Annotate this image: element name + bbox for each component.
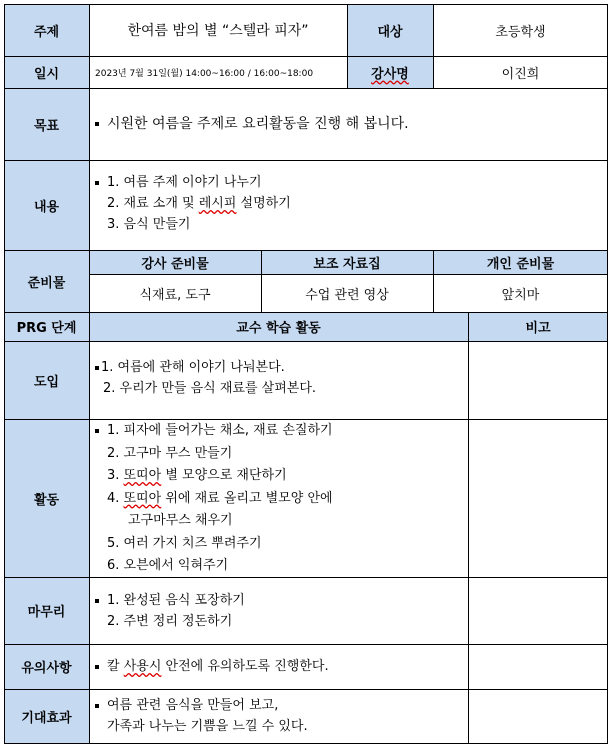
row-divider bbox=[4, 419, 608, 420]
content-list bbox=[89, 172, 608, 242]
column-divider bbox=[433, 4, 434, 88]
column-divider bbox=[468, 312, 469, 744]
table-border bbox=[4, 4, 5, 744]
stage-closing: 마무리 bbox=[4, 577, 89, 644]
support-materials-value: 수업 관련 영상 bbox=[305, 287, 389, 303]
content-line: 3. 음식 만들기 bbox=[107, 217, 191, 232]
row-divider bbox=[4, 312, 608, 313]
activity-line: 4. 또띠아 위에 재료 올리고 별모양 안에 bbox=[107, 490, 333, 506]
activity-line: 2. 고구마 무스 만들기 bbox=[107, 445, 233, 461]
bullet-icon bbox=[95, 366, 99, 370]
activity-line: 3. 또띠아 별 모양으로 재단하기 bbox=[107, 468, 287, 483]
note-header: 비고 bbox=[468, 312, 608, 341]
bullet-icon bbox=[95, 429, 99, 433]
column-divider bbox=[433, 250, 434, 312]
row-divider bbox=[4, 644, 608, 645]
bullet-icon bbox=[95, 704, 99, 708]
table-border bbox=[4, 4, 608, 5]
activity-line: 2. 우리가 만들 음식 재료를 살펴본다. bbox=[103, 381, 317, 396]
activity-line: 여름 관련 음식을 만들어 보고, bbox=[107, 698, 279, 713]
instructor-materials-value: 식재료, 도구 bbox=[139, 287, 211, 303]
date-value: 2023년 7월 31일(월) 14:00~16:00 / 16:00~18:00 bbox=[95, 68, 314, 79]
row-divider bbox=[4, 341, 608, 342]
activity-line: 6. 오븐에서 익혀주기 bbox=[107, 558, 229, 573]
column-divider bbox=[89, 4, 90, 744]
row-divider bbox=[4, 577, 608, 578]
column-divider bbox=[261, 250, 262, 312]
topic-value: 한여름 밤의 별 “스텔라 피자” bbox=[127, 23, 309, 39]
closing-activities bbox=[89, 590, 468, 634]
activity-line: 1. 완성된 음식 포장하기 bbox=[107, 593, 245, 608]
activity-line: 가족과 나누는 기쁨을 느낄 수 있다. bbox=[107, 719, 308, 734]
row-divider bbox=[89, 274, 608, 275]
instructor-materials-header: 강사 준비물 bbox=[89, 250, 261, 274]
main-activities bbox=[89, 420, 468, 576]
stage-intro: 도입 bbox=[4, 341, 89, 419]
personal-materials-header: 개인 준비물 bbox=[433, 250, 608, 274]
activity-line: 1. 여름에 관해 이야기 나눠본다. bbox=[101, 360, 285, 375]
instructor-label: 강사명 bbox=[347, 56, 433, 88]
bullet-icon bbox=[95, 122, 99, 126]
content-label: 내용 bbox=[4, 160, 89, 250]
stage-activity: 활동 bbox=[4, 419, 89, 577]
expected-effects-text bbox=[89, 695, 468, 739]
date-label: 일시 bbox=[4, 56, 89, 88]
personal-materials-value: 앞치마 bbox=[501, 287, 540, 303]
bullet-icon bbox=[95, 181, 99, 185]
activity-header: 교수 학습 활동 bbox=[89, 312, 468, 341]
activity-line: 1. 피자에 들어가는 채소, 재료 손질하기 bbox=[107, 423, 333, 438]
content-line: 2. 재료 소개 및 레시피 설명하기 bbox=[107, 196, 291, 211]
row-divider bbox=[4, 250, 608, 251]
activity-line: 2. 주변 정리 정돈하기 bbox=[107, 614, 233, 629]
row-divider bbox=[4, 56, 608, 57]
table-border bbox=[607, 4, 608, 744]
intro-activities bbox=[89, 357, 468, 407]
support-materials-header: 보조 자료집 bbox=[261, 250, 433, 274]
stage-expected-effects: 기대효과 bbox=[4, 689, 89, 744]
materials-label: 준비물 bbox=[4, 250, 89, 312]
bullet-icon bbox=[95, 665, 99, 669]
bullet-icon bbox=[95, 599, 99, 603]
column-divider bbox=[347, 4, 348, 88]
row-divider bbox=[4, 689, 608, 690]
cautions-text: 칼 사용시 안전에 유의하도록 진행한다. bbox=[89, 644, 468, 689]
content-line: 1. 여름 주제 이야기 나누기 bbox=[107, 175, 262, 190]
row-divider bbox=[4, 160, 608, 161]
target-value: 초등학생 bbox=[495, 24, 546, 40]
target-label: 대상 bbox=[347, 4, 433, 56]
instructor-value: 이진희 bbox=[501, 66, 540, 82]
topic-label: 주제 bbox=[4, 4, 89, 56]
row-divider bbox=[4, 88, 608, 89]
stage-header: PRG 단계 bbox=[4, 312, 89, 341]
activity-line: 고구마무스 채우기 bbox=[128, 513, 233, 528]
activity-line: 5. 여러 가지 치즈 뿌려주기 bbox=[107, 535, 262, 551]
goal-text: 시원한 여름을 주제로 요리활동을 진행 해 봅니다. bbox=[89, 88, 608, 160]
stage-cautions: 유의사항 bbox=[4, 644, 89, 689]
goal-label: 목표 bbox=[4, 88, 89, 160]
table-border bbox=[4, 743, 608, 744]
